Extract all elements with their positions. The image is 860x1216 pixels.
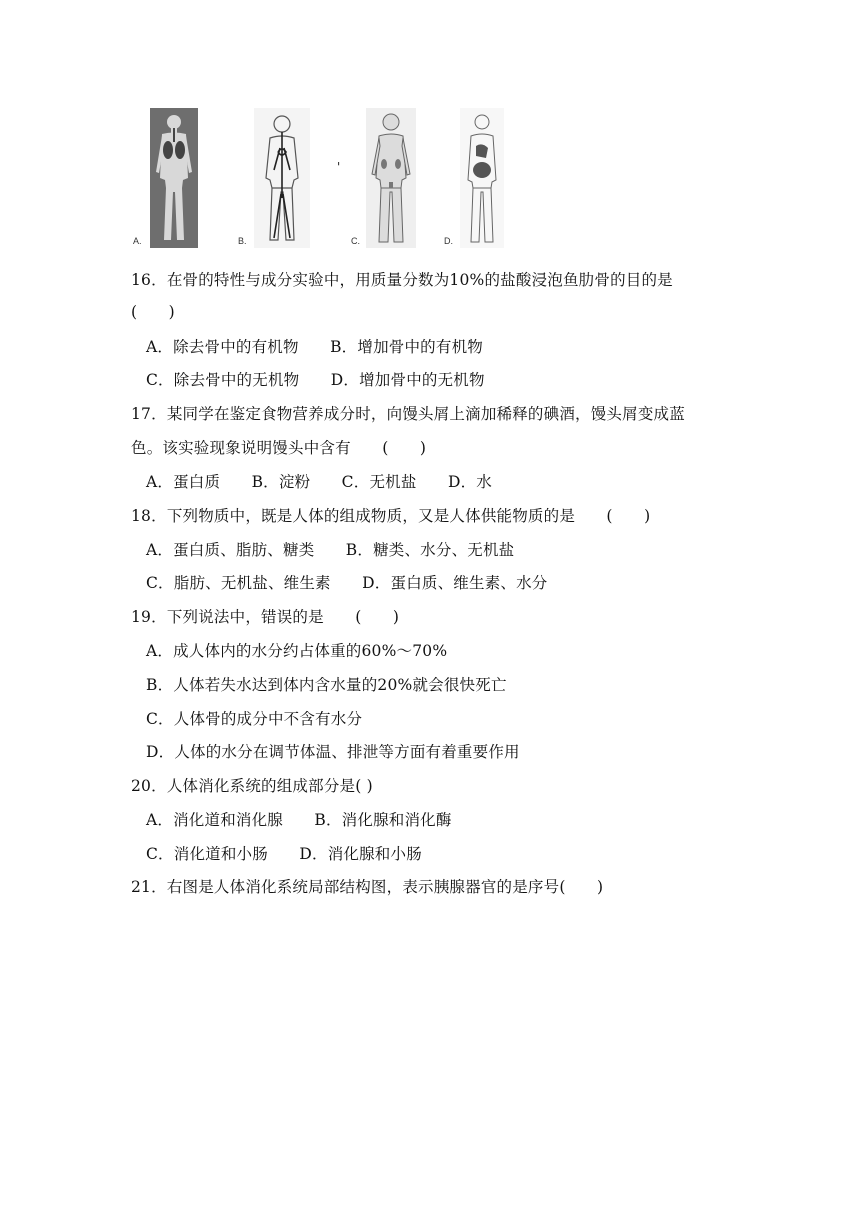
figure-b-circulatory-system [238,108,310,248]
q19-option-a: A．成人体内的水分约占体重的60%～70% [146,642,448,660]
figure-c-urinary-system [351,108,416,248]
q17-options-1: A．蛋白质 B．淀粉 C．无机盐 D．水 [146,473,492,491]
figure-d-digestive-system [444,108,504,248]
figure-d-label: D. [444,236,453,246]
q19-option-d: D．人体的水分在调节体温、排泄等方面有着重要作用 [146,743,520,761]
q16-stem-line-1: 16．在骨的特性与成分实验中，用质量分数为10%的盐酸浸泡鱼肋骨的目的是 [131,271,673,289]
figure-b-label: B. [238,236,247,246]
q19-option-c: C．人体骨的成分中不含有水分 [146,710,363,728]
q17-stem-line-1: 17．某同学在鉴定食物营养成分时，向馒头屑上滴加稀释的碘酒，馒头屑变成蓝 [131,405,685,423]
q20-options-2: C．消化道和小肠 D．消化腺和小肠 [146,845,422,863]
q20-stem-line-1: 20．人体消化系统的组成部分是( ) [131,777,373,795]
stray-mark: ' [337,160,341,174]
q20-options-1: A．消化道和消化腺 B．消化腺和消化酶 [146,811,452,829]
q17-stem-line-2: 色。该实验现象说明馒头中含有 ( ) [131,439,427,457]
figure-a-label: A. [133,236,142,246]
q16-options-2: C．除去骨中的无机物 D．增加骨中的无机物 [146,371,485,389]
figure-a-respiratory-system [133,108,198,248]
q19-stem-line-1: 19．下列说法中，错误的是 ( ) [131,608,400,626]
figure-c-label: C. [351,236,360,246]
q16-options-1: A．除去骨中的有机物 B．增加骨中的有机物 [146,338,483,356]
q18-options-2: C．脂肪、无机盐、维生素 D．蛋白质、维生素、水分 [146,574,548,592]
q19-option-b: B．人体若失水达到体内含水量的20%就会很快死亡 [146,676,507,694]
q18-options-1: A．蛋白质、脂肪、糖类 B．糖类、水分、无机盐 [146,541,515,559]
q16-stem-line-2: ( ) [131,303,175,321]
q21-stem-line-1: 21．右图是人体消化系统局部结构图，表示胰腺器官的是序号( ) [131,878,604,896]
q18-stem-line-1: 18．下列物质中，既是人体的组成物质，又是人体供能物质的是 ( ) [131,507,651,525]
